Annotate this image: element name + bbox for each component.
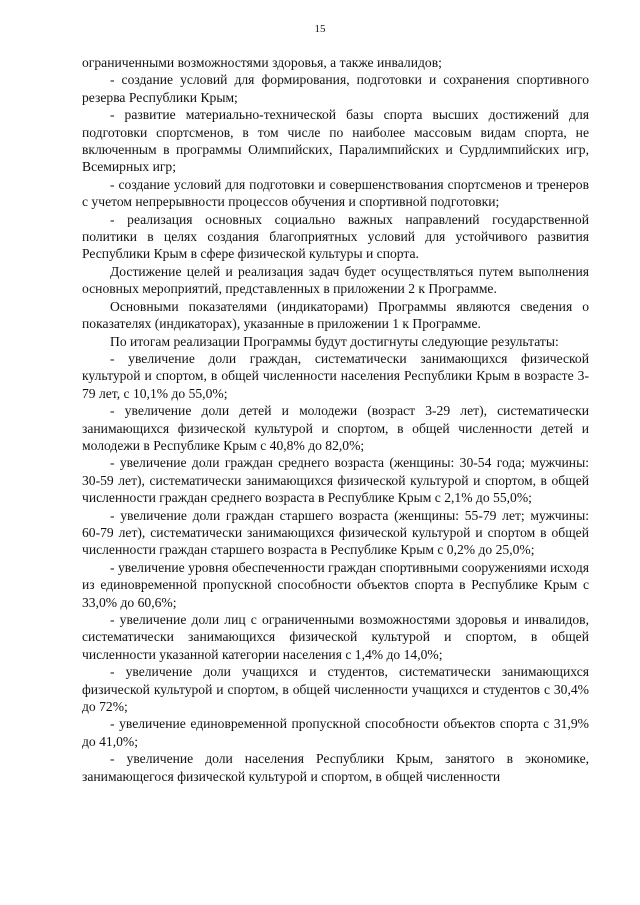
paragraph: - создание условий для формирования, подготовки и сохранения спортивного резерва Республики Крым; (82, 72, 589, 105)
paragraph: По итогам реализации Программы будут достигнуты следующие результаты: (110, 333, 559, 349)
paragraph: - увеличение доли населения Республики Крым, занятого в экономике, занимающегося физической культурой и спортом, в общей численности (82, 751, 589, 784)
document-body (82, 54, 589, 785)
paragraph: - увеличение доли граждан, систематически занимающихся физической культурой и спортом, в общей численности населения Республики Крым в возрасте 3-79 лет, с 10,1% до 55,0%; (82, 350, 589, 401)
paragraph: ограниченными возможностями здоровья, а также инвалидов; (82, 55, 442, 70)
paragraph: - создание условий для подготовки и совершенствования спортсменов и тренеров с учетом непрерывности процессов обучения и спортивной подготовки; (82, 176, 589, 210)
paragraph: Достижение целей и реализация задач будет осуществляться путем выполнения основных мероприятий, представленных в приложении 2 к Программе. (82, 263, 589, 297)
paragraph: - увеличение доли граждан среднего возраста (женщины: 30-54 года; мужчины: 30-59 лет), систематически занимающихся физической культурой и спортом, в общей численности граждан среднего возраста в Республике Крым с 2,1% до 55,0%; (82, 455, 589, 506)
paragraph: - реализация основных социально важных направлений государственной политики в целях создания благоприятных условий для устойчивого развития Республики Крым в сфере физической культуры и спорта. (82, 211, 589, 262)
paragraph: - увеличение доли детей и молодежи (возраст 3-29 лет), систематически занимающихся физической культурой и спортом, в общей численности детей и молодежи в Республике Крым с 40,8% до 82,0%; (82, 403, 589, 453)
paragraph: - развитие материально-технической базы спорта высших достижений для подготовки спортсменов, в том числе по наиболее массовым видам спорта, не включенным в программы Олимпийских, Паралимпийских и Сурдлимпийских игр, Всемирных игр; (82, 107, 589, 175)
paragraph: - увеличение доли лиц с ограниченными возможностями здоровья и инвалидов, систематически занимающихся физической культурой и спортом, в общей численности указанной категории населения с 1,4% до 14,0%; (82, 612, 589, 662)
paragraph: Основными показателями (индикаторами) Программы являются сведения о показателях (индикаторах), указанные в приложении 1 к Программе. (82, 298, 589, 332)
page-number: 15 (314, 23, 326, 35)
paragraph: - увеличение единовременной пропускной способности объектов спорта с 31,9% до 41,0%; (82, 716, 589, 749)
paragraph: - увеличение доли граждан старшего возраста (женщины: 55-79 лет; мужчины: 60-79 лет), систематически занимающихся физической культурой и спортом в общей численности граждан старшего возраста в Республике Крым с 0,2% до 25,0%; (82, 507, 589, 558)
paragraph: - увеличение доли учащихся и студентов, систематически занимающихся физической культурой и спортом, в общей численности учащихся и студентов с 30,4% до 72%; (82, 664, 589, 715)
paragraph: - увеличение уровня обеспеченности граждан спортивными сооружениями исходя из единовременной пропускной способности объектов спорта в Республике Крым с 33,0% до 60,6%; (82, 559, 589, 610)
